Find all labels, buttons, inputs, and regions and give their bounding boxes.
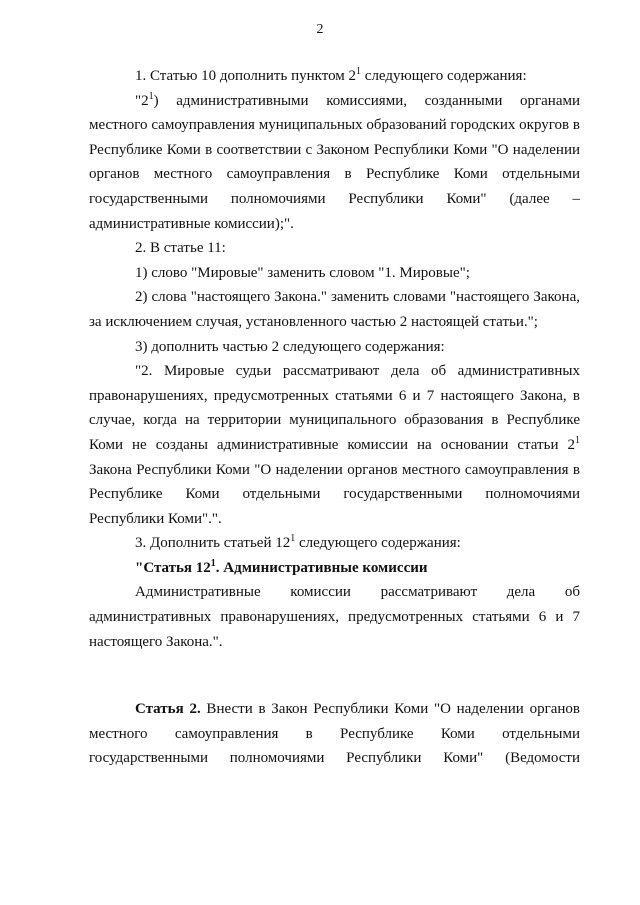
text-run: Административные комиссии рассматривают дела об административных правонарушениях, предусмотренных статьями 6 и 7 настоящего Закона.". — [89, 584, 580, 650]
text-run: 2) слова "настоящего Закона." заменить словами "настоящего Закона, за исключением случая, установленного частью 2 настоящей статьи."; — [89, 289, 580, 330]
text-run: "2 — [135, 92, 149, 109]
text-run: 1. Статью 10 дополнить пунктом 2 — [135, 68, 357, 84]
text-run: Закона Республики Коми "О наделении органов местного самоуправления в Республике Коми отдельными государственными полномочиями Республики Коми".". — [89, 461, 580, 527]
superscript: 1 — [148, 90, 154, 102]
paragraph — [89, 580, 580, 654]
superscript: 1 — [210, 557, 216, 569]
bold-text: Статья 2. — [135, 701, 201, 718]
text-run: 2. В статье 11: — [135, 240, 226, 257]
bold-text: "Статья 12 — [135, 559, 211, 576]
bold-text: . Административные комиссии — [215, 559, 428, 576]
paragraph — [89, 531, 580, 556]
text-run: следующего содержания: — [295, 535, 461, 552]
superscript: 1 — [575, 434, 580, 446]
superscript: 1 — [356, 66, 362, 77]
text-run: Внести в Закон Республики Коми "О наделении органов местного самоуправления в Республике Коми отдельными государственными полномочиями Республики Коми" (Ведомости — [89, 701, 580, 767]
paragraph — [89, 359, 580, 531]
paragraph — [89, 236, 580, 261]
paragraph — [89, 89, 580, 237]
text-run: ) административными комиссиями, созданными органами местного самоуправления муниципальных образований городских округов в Республике Коми в соответствии с Законом Республики Коми "О наделении органов местного самоуправления в Республике Коми отдельными государственными полномочиями Республики Коми" (далее – административные комиссии);". — [89, 92, 580, 232]
paragraph — [89, 285, 580, 334]
superscript: 1 — [290, 533, 296, 545]
paragraph — [89, 261, 580, 286]
page-number: 2 — [316, 22, 324, 37]
text-run: следующего содержания: — [361, 68, 527, 84]
paragraph — [89, 335, 580, 360]
paragraph — [89, 697, 580, 771]
document-body — [89, 64, 580, 771]
text-run: 3) дополнить частью 2 следующего содержания: — [135, 338, 445, 355]
text-run: "2. Мировые судьи рассматривают дела об административных правонарушениях, предусмотренных статьями 6 и 7 настоящего Закона, в случае, когда на территории муниципального образования в Республике Коми не созданы административные комиссии на основании статьи 2 — [89, 363, 580, 453]
text-run: 3. Дополнить статьей 12 — [135, 535, 291, 552]
text-run: 1) слово "Мировые" заменить словом "1. Мировые"; — [135, 264, 470, 281]
article-heading — [89, 556, 580, 581]
paragraph — [89, 64, 580, 89]
